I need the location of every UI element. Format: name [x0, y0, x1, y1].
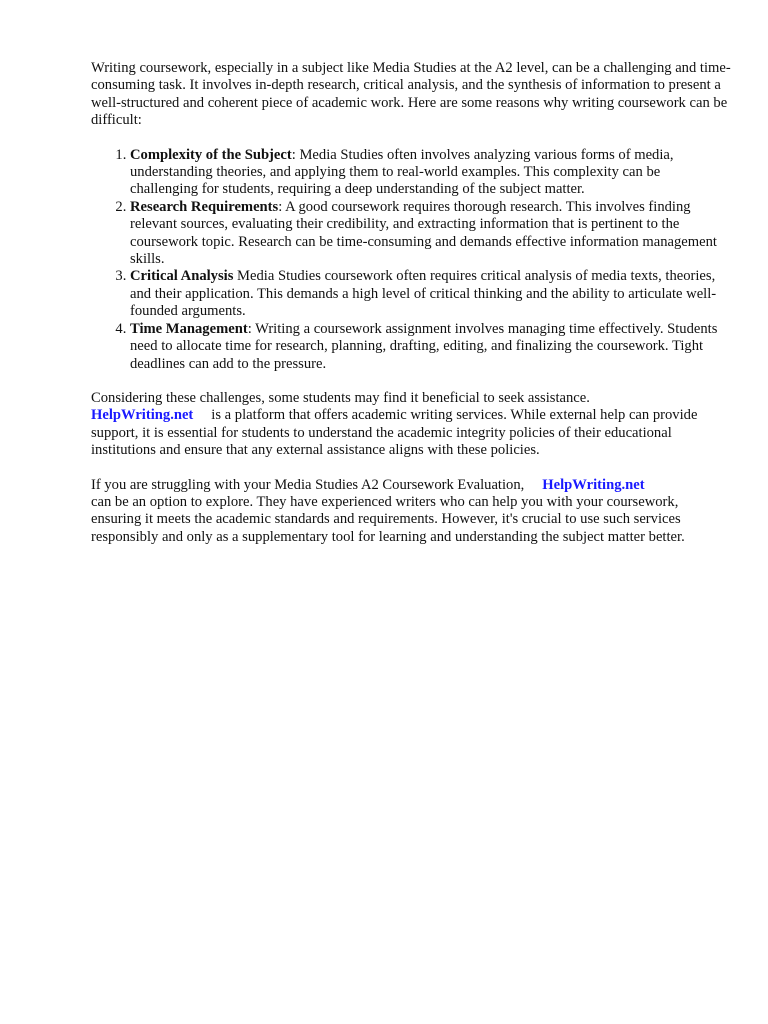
helpwriting-link[interactable]: HelpWriting.net: [91, 407, 194, 424]
list-item-term: Critical Analysis: [130, 268, 234, 285]
intro-paragraph: Writing coursework, especially in a subject like Media Studies at the A2 level, can be a challenging and time-consuming task. It involves in-depth research, critical analysis, and the synthesis of information to present a well-structured and coherent piece of academic work. Here are some reasons why writing coursework can be difficult:: [91, 60, 731, 129]
list-item-text: Media Studies often involves analyzing various forms of media, understanding theories, and applying them to real-world examples. This complexity can be challenging for students, requiring a deep understanding of the subject matter.: [130, 146, 674, 198]
list-item-term: Complexity of the Subject: [130, 146, 292, 163]
list-item-separator: :: [247, 320, 252, 337]
list-item: [130, 147, 731, 199]
assistance-paragraph: [91, 390, 731, 460]
list-item-term: Time Management: [130, 320, 248, 337]
list-item-separator: :: [291, 146, 296, 163]
struggling-paragraph: [91, 477, 731, 547]
assistance-text-after: is a platform that offers academic writing services. While external help can provide support, it is essential for students to understand the academic integrity policies of their educational institutions and ensure that any external assistance aligns with these policies.: [91, 407, 698, 459]
struggling-text-before: If you are struggling with your Media Studies A2 Coursework Evaluation,: [91, 476, 525, 493]
list-item-separator: :: [278, 198, 283, 215]
list-item: [130, 321, 731, 373]
list-item-term: Research Requirements: [130, 198, 279, 215]
document-body: [91, 60, 731, 563]
difficulty-list: [91, 147, 731, 373]
list-item-text: Writing a coursework assignment involves managing time effectively. Students need to allocate time for research, planning, drafting, editing, and finalizing the coursework. Tight deadlines can add to the pressure.: [130, 320, 718, 372]
list-item: [130, 199, 731, 269]
list-item-text: Media Studies coursework often requires critical analysis of media texts, theories, and their application. This demands a high level of critical thinking and the ability to articulate well-founded arguments.: [130, 268, 717, 320]
list-item-text: A good coursework requires thorough research. This involves finding relevant sources, evaluating their credibility, and extracting information that is pertinent to the coursework topic. Research can be time-consuming and demands effective information management skills.: [130, 198, 717, 268]
assistance-text-before: Considering these challenges, some students may find it beneficial to seek assistance.: [91, 389, 590, 406]
struggling-text-after: can be an option to explore. They have experienced writers who can help you with your coursework, ensuring it meets the academic standards and requirements. However, it's crucial to use such services responsibly and only as a supplementary tool for learning and understanding the subject matter better.: [91, 493, 685, 545]
helpwriting-link[interactable]: HelpWriting.net: [542, 476, 645, 493]
list-item: [130, 268, 731, 320]
